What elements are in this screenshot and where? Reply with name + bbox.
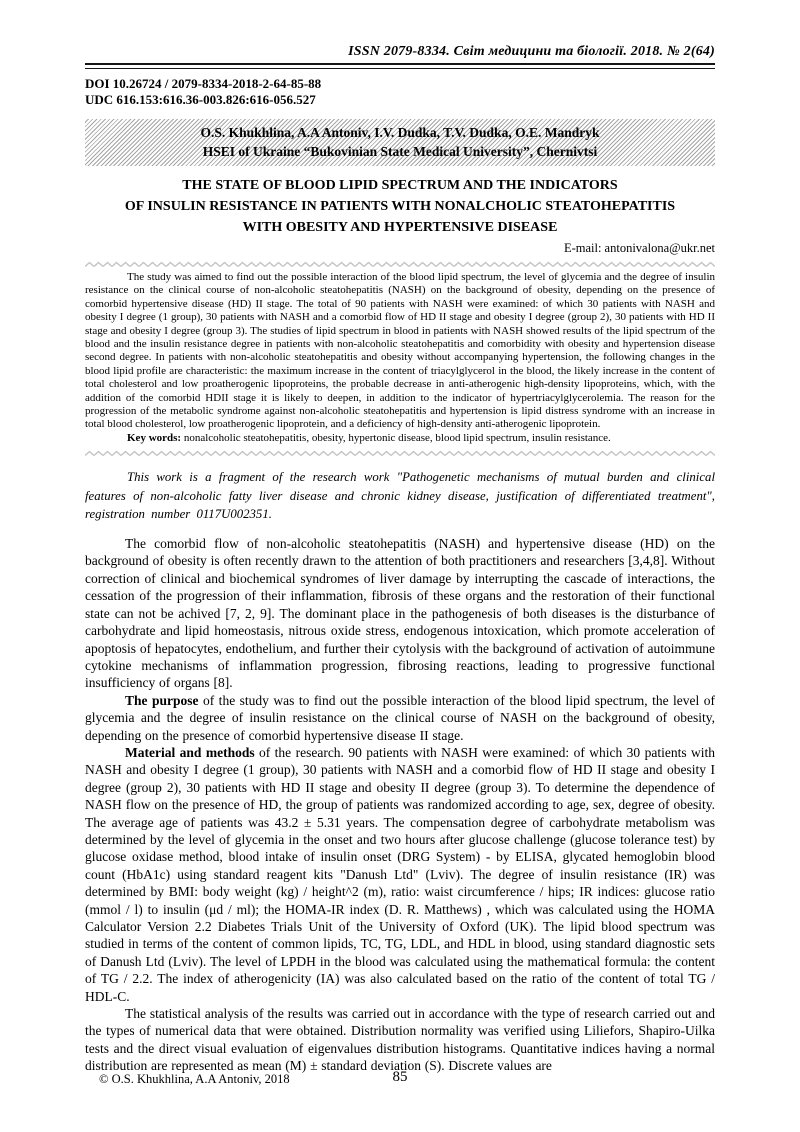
body-paragraph [85,692,715,744]
abstract-text [85,271,715,432]
page-content [85,0,715,1075]
authors-banner [85,119,715,166]
article-title [85,175,715,238]
paragraph-text: The statistical analysis of the results was carried out in accordance with the type of research carried out and the types of numerical data that were obtained. Distribution normality was verified using Liliefors, Shapiro-Uilka tests and the direct visual evaluation of eigenvalues distribution histograms. Quantitative indices having a normal distribution are represented as mean (M) ± standard deviation (S). Discrete values are [85,1006,715,1074]
header-double-rule [85,63,715,69]
paragraph-lead: Material and methods [125,744,255,760]
paragraph-text: of the study was to find out the possible interaction of the blood lipid spectrum, the level of glycemia and the degree of insulin resistance on the clinical course of NASH on the background of obesity, depending on the presence of comorbid hypertensive disease II stage. [85,692,716,743]
doi-line: DOI 10.26724 / 2079-8334-2018-2-64-85-88 [85,76,322,91]
page-footer [85,1071,715,1095]
journal-issn-header: ISSN 2079-8334. Світ медицини та біології. 2018. № 2(64) [348,44,715,59]
research-fragment-note: This work is a fragment of the research work "Pathogenetic mechanisms of mutual burden and clinical features of non-alcoholic fatty liver disease and chronic kidney disease, justification of differentiated treatment", registration number 0117U002351. [85,470,715,522]
paragraph-text: of the research. 90 patients with NASH were examined: of which 30 patients with NASH and obesity I degree (1 group), 30 patients with NASH and a comorbid flow of HD II stage and obesity I degree (group 2), 30 patients with HD II stage and obesity II degree (group 3). To determine the dependence of NASH flow on the presence of HD, the group of patients was randomized according to age, sex, degree of obesity. The average age of patients was 43.2 ± 5.31 years. The compensation degree of carbohydrate metabolism was determined by the level of glycemia in the onset and two hours after glucose challenge (glucose tolerance test) by glucose oxidase method, blood intake of insulin onset (DRG System) - by ELISA, glycated hemoglobin blood count (HbA1c) using standard reagent kits "Danush Ltd" (Lviv). The degree of insulin resistance (IR) was determined by BMI: body weight (kg) / height^2 (m), ratio: waist circumference / hips; IR indices: glucose ratio (mmol / l) to insulin (μd / ml); the HOMA-IR index (D. R. Matthews) , which was calculated using the HOMA Calculator Version 2.2 Diabetes Trials Unit of the University of Oxford (UK). The lipid blood spectrum was studied in terms of the content of common lipids, TC, TG, LDL, and HDL in blood, using standard diagnostic sets of Danush Ltd (Lviv). The level of LPDH in the blood was calculated using the mathematical formula: the content of TG / 2.2. The index of atherogenicity (IA) was also calculated based on the ratio of the content of total TG / HDL-C. [85,744,716,1004]
body-paragraph [85,535,715,692]
article-body [85,535,715,1075]
title-line-1: THE STATE OF BLOOD LIPID SPECTRUM AND THE INDICATORS [182,178,618,193]
author-email: E-mail: antonivalona@ukr.net [563,241,715,255]
authors-affiliation: HSEI of Ukraine “Bukovinian State Medical University”, Chernivtsi [202,144,598,159]
page-number: 85 [392,1069,408,1085]
doi-udc-block [85,76,715,107]
zigzag-separator-top [85,261,715,268]
authors-names: O.S. Khukhlina, A.A Antoniv, I.V. Dudka, T.V. Dudka, O.E. Mandryk [200,125,600,140]
paragraph-lead: The purpose [125,692,199,708]
keywords-line [85,432,715,445]
body-paragraph [85,1005,715,1075]
paragraph-text: The comorbid flow of non-alcoholic steatohepatitis (NASH) and hypertensive disease (HD) on the background of obesity is often recently drawn to the attention of both practitioners and researchers [3,4,8]. Without correction of clinical and biochemical syndromes of liver damage by interrupting the cascade of interactions, the cessation of the progression of their inflammation, fibrosis of these organs and the restoration of their functional state can not be achived [7, 2, 9]. The dominant place in the pathogenesis of both diseases is the disturbance of carbohydrate and lipid homeostasis, nitrous oxide stress, endogenous intoxication, which promote acceleration of apoptosis of hepatocytes, endothelium, and further their cytolysis with the background of activation of autoimmune cytokine mechanisms of inflammation progression, fibrosing reactions, leading to progressive functional insufficiency of organs [8]. [85,536,715,691]
body-paragraph [85,744,715,1005]
abstract-block [85,271,715,445]
abstract-body: The study was aimed to find out the possible interaction of the blood lipid spectrum, the level of glycemia and the degree of insulin resistance on the clinical course of non-alcoholic steatohepatitis (NASH) on the background of obesity, depending on the presence of comorbid hypertensive disease (HD) II stage. The total of 90 patients with NASH were examined: of which 30 patients with NASH and obesity I degree (1 group), 30 patients with NASH and a comorbid flow of HD II stage and obesity I degree (group 2), 30 patients with HD II stage and obesity I degree (group 3). The studies of lipid spectrum in blood in patients with NASH showed results of the lipid spectrum of the blood and the insulin resistance degree in patients with non-alcoholic steatohepatitis and comorbidity with obesity and hypertension disease second degree. In patients with non-alcoholic steatohepatitis and obesity without accompanying hypertension, the following changes in the blood lipid profile are characteristic: the maximum increase in the content of triacylglycerol in the blood, the likely increase in the content of total cholesterol and low proatherogenic lipoproteins, the probable decrease in anti-atherogenic high-density lipoproteins, which, with the addition of the comorbid HDII stage it is likely to deepen, in addition to the indicator of hypertriacylglycerolemia. The reason for the progression of the metabolic syndrome against non-alcoholic steatohepatitis and hypertension is lipid distress syndrome with an increase in total blood cholesterol, low proatherogenic lipoprotein, and a deficiency of high-density anti-atherogenic lipoprotein. [85,271,715,431]
keywords-list: nonalcoholic steatohepatitis, obesity, hypertonic disease, blood lipid spectrum, insulin resistance. [181,431,611,444]
copyright-line: © O.S. Khukhlina, A.A Antoniv, 2018 [99,1072,290,1086]
udc-line: UDC 616.153:616.36-003.826:616-056.527 [85,91,316,107]
zigzag-separator-bottom [85,450,715,457]
keywords-label: Key words: [127,431,182,444]
title-line-3: WITH OBESITY AND HYPERTENSIVE DISEASE [242,220,558,235]
title-line-2: OF INSULIN RESISTANCE IN PATIENTS WITH NONALCHOLIC STEATOHEPATITIS [124,199,676,214]
